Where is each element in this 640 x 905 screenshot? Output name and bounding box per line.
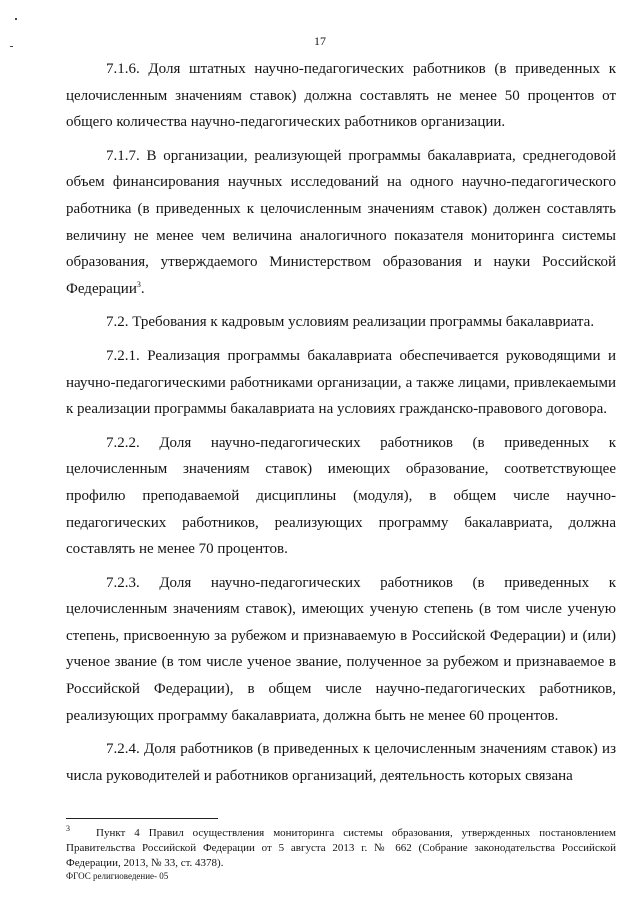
page-number: 17	[314, 34, 326, 48]
paragraph-7-2-3: 7.2.3. Доля научно-педагогических работников (в приведенных к целочисленным значениям ставок), имеющих ученую степень (в том числе ученую степень, присвоенную за рубежом и признаваемую в Российской Федерации) и (или) ученое звание (в том числе ученое звание, полученное за рубежом и признаваемое в Российской Федерации), в общем числе научно-педагогических работников, реализующих программу бакалавриата, должна быть не менее 60 процентов.	[66, 574, 616, 724]
paragraph-7-1-7-text: 7.1.7. В организации, реализующей программы бакалавриата, среднегодовой объем финансирования научных исследований на одного научно-педагогического работника (в приведенных к целочисленным значениям ставок) должен составлять величину не менее чем величина аналогичного показателя мониторинга системы образования, утверждаемого Министерством образования и науки Российской Федерации	[66, 147, 616, 297]
paragraph-7-2-4: 7.2.4. Доля работников (в приведенных к целочисленным значениям ставок) из числа руководителей и работников организаций, деятельность которых связана	[66, 741, 616, 784]
paragraph-7-2-2: 7.2.2. Доля научно-педагогических работников (в приведенных к целочисленным значениям ставок) имеющих образование, соответствующее профилю преподаваемой дисциплины (модуля), в общем числе научно-педагогических работников, реализующих программу бакалавриата, должна составлять не менее 70 процентов.	[66, 434, 616, 558]
paragraph-7-1-7	[66, 143, 616, 303]
paragraph-7-2-1: 7.2.1. Реализация программы бакалавриата обеспечивается руководящими и научно-педагогическими работниками организации, а также лицами, привлекаемыми к реализации программы бакалавриата на условиях гражданско-правового договора.	[66, 347, 616, 418]
footnote: $^3$ Пункт 4 Правил осуществления мониторинга системы образования, утвержденных постановлением Правительства Российской Федерации от 5 августа 2013 г. № 662 (Собрание законодательства Российской Федерации, 2013, № 33, ст. 4378).	[66, 824, 616, 869]
section-heading-7-2: 7.2. Требования к кадровым условиям реализации программы бакалавриата.	[106, 314, 595, 331]
footnote-reference: 3	[136, 279, 141, 289]
document-body	[66, 56, 616, 796]
paragraph-7-1-6: 7.1.6. Доля штатных научно-педагогических работников (в приведенных к целочисленным значениям ставок) должна составлять не менее 50 процентов от общего количества научно-педагогических работников организации.	[66, 61, 616, 131]
document-code: ФГОС религиоведение- 05	[66, 871, 169, 881]
scan-mark-top	[15, 18, 17, 20]
footnote-text: Пункт 4 Правил осуществления мониторинга системы образования, утвержденных постановлением Правительства Российской Федерации от 5 августа 2013 г. № 662 (Собрание законодательства Российской Федерации, 2013, № 33, ст. 4378).	[66, 827, 616, 869]
paragraph-7-1-7-suffix: .	[140, 280, 145, 297]
footnote-divider	[66, 818, 218, 819]
